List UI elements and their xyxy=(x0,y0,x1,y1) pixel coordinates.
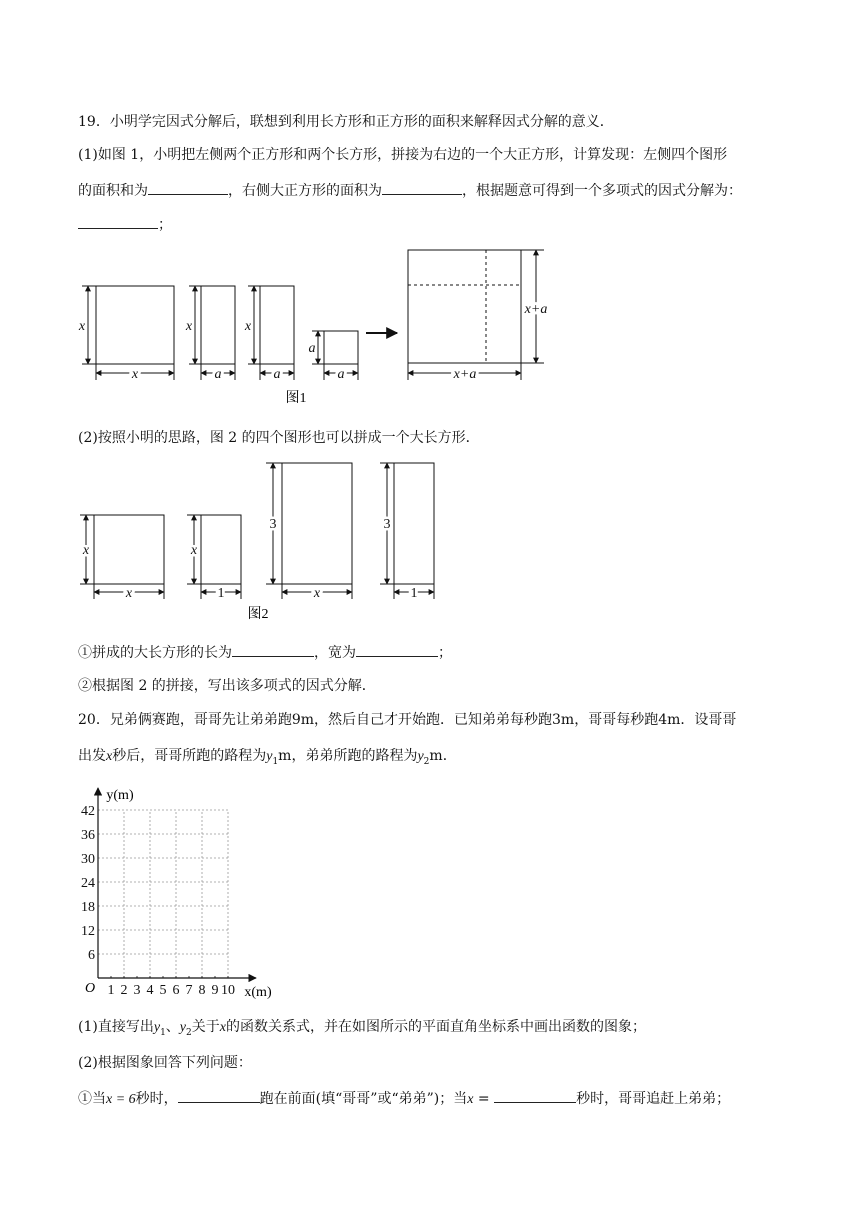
y-tick-label: 30 xyxy=(81,852,95,867)
label-x: x xyxy=(244,319,252,334)
answer-blank[interactable] xyxy=(494,1088,576,1103)
answer-blank[interactable] xyxy=(382,180,462,195)
x-tick-label: 9 xyxy=(211,983,219,998)
q19-stem: 19．小明学完因式分解后，联想到利用长方形和正方形的面积来解释因式分解的意义． xyxy=(78,114,614,130)
coordinate-grid xyxy=(70,780,290,1005)
label-1: 1 xyxy=(410,586,418,601)
big-square xyxy=(408,250,521,363)
label-3: 3 xyxy=(269,517,277,532)
rectangle-x-a-1 xyxy=(201,286,235,364)
rectangle-x-a-2 xyxy=(260,286,294,364)
label-x: x xyxy=(78,319,86,334)
answer-blank[interactable] xyxy=(78,214,158,229)
q19-part1-line3: ； xyxy=(78,214,172,235)
label-x: x xyxy=(125,586,133,601)
label-a: a xyxy=(273,367,281,382)
q20-part1: (1)直接写出$y_1$、$y_2$关于x的函数关系式，并在如图所示的平面直角坐标系中画出函数的图象； xyxy=(78,1019,646,1038)
y-axis-label: y(m) xyxy=(106,788,134,803)
y-tick-label: 36 xyxy=(81,828,95,843)
y-tick-label: 6 xyxy=(88,948,95,963)
answer-blank[interactable] xyxy=(178,1088,260,1103)
answer-blank[interactable] xyxy=(148,180,228,195)
figure-2-caption: 图2 xyxy=(247,607,269,622)
x-tick-label: 10 xyxy=(221,983,235,998)
x-axis-label: x(m) xyxy=(244,985,272,1000)
x-tick-label: 3 xyxy=(133,983,141,998)
label-x: x xyxy=(131,367,139,382)
x-tick-label: 4 xyxy=(146,983,154,998)
rectangle-3-1 xyxy=(394,463,434,584)
label-3: 3 xyxy=(383,517,391,532)
origin-label: O xyxy=(84,981,96,996)
label-x: x xyxy=(313,586,321,601)
square-a xyxy=(324,331,358,364)
square-x xyxy=(94,515,164,584)
label-a: a xyxy=(214,367,222,382)
rectangle-x-1 xyxy=(201,515,241,584)
q20-sub1: ①当x = 6秒时， 跑在前面(填“哥哥”或“弟弟”)；当x = 秒时，哥哥追赶上弟弟； xyxy=(78,1088,730,1110)
x-tick-label: 5 xyxy=(159,983,167,998)
figure-1-caption: 图1 xyxy=(285,391,307,406)
figure-2 xyxy=(70,455,450,625)
answer-blank[interactable] xyxy=(356,642,438,657)
x-tick-label: 1 xyxy=(107,983,115,998)
figure-1 xyxy=(70,240,570,410)
x-tick-label: 8 xyxy=(198,983,206,998)
answer-blank[interactable] xyxy=(232,642,314,657)
y-tick-label: 18 xyxy=(81,900,95,915)
label-x: x xyxy=(185,319,193,334)
rectangle-3-x xyxy=(282,463,352,584)
label-x: x xyxy=(190,543,198,558)
label-a: a xyxy=(337,367,345,382)
q19-part2: (2)按照小明的思路，图 2 的四个图形也可以拼成一个大长方形． xyxy=(78,430,480,446)
y-tick-label: 24 xyxy=(81,876,95,891)
q20-part2: (2)根据图象回答下列问题： xyxy=(78,1055,252,1071)
label-x: x xyxy=(82,543,90,558)
q19-part1-line2: 的面积和为 ，右侧大正方形的面积为 ，根据题意可得到一个多项式的因式分解为： xyxy=(78,180,742,201)
label-a: a xyxy=(308,341,316,356)
y-tick-label: 12 xyxy=(81,924,95,939)
q19-sub1: ①拼成的大长方形的长为 ，宽为 ； xyxy=(78,642,452,663)
q19-sub2: ②根据图 2 的拼接，写出该多项式的因式分解． xyxy=(78,678,376,694)
square-x xyxy=(96,286,174,364)
label-x-plus-a: x+a xyxy=(453,367,477,382)
label-1: 1 xyxy=(217,586,225,601)
x-tick-label: 7 xyxy=(185,983,193,998)
x-tick-label: 2 xyxy=(120,983,128,998)
q19-part1-line1: (1)如图 1，小明把左侧两个正方形和两个长方形，拼接为右边的一个大正方形，计算发现：左侧四个图形 xyxy=(78,147,728,163)
q20-line1: 20．兄弟俩赛跑，哥哥先让弟弟跑9m，然后自己才开始跑．已知弟弟每秒跑3m，哥哥每秒跑4m．设哥哥 xyxy=(78,712,737,728)
q20-line2: 出发x秒后，哥哥所跑的路程为$y_1m$，弟弟所跑的路程为$y_2m$． xyxy=(78,748,457,767)
label-x-plus-a: x+a xyxy=(524,302,548,317)
x-tick-label: 6 xyxy=(172,983,180,998)
y-tick-label: 42 xyxy=(81,804,95,819)
